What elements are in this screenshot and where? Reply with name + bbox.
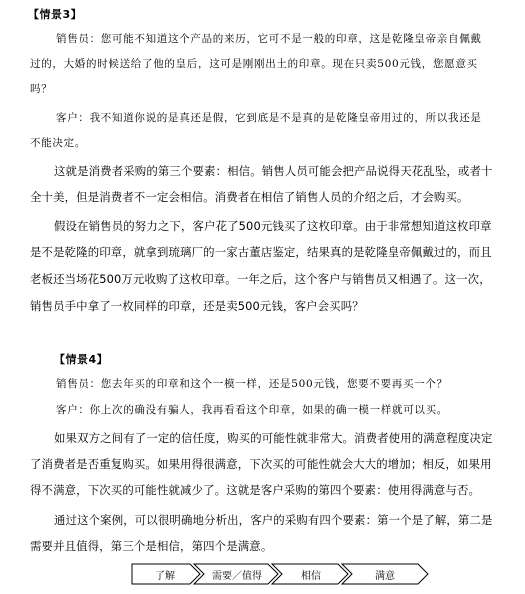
scenario3-heading: 【情景3】 [28,8,83,21]
body-paragraph-line: 是不是乾隆的印章，就拿到琉璃厂的一家古董店鉴定，结果真的是乾隆皇帝佩戴过的，而且 [30,245,492,259]
body-paragraph-line: 这就是消费者采购的第三个要素：相信。销售人员可能会把产品说得天花乱坠，或者十 [54,164,493,178]
scenario3-salesperson-line: 吗？ [30,83,53,95]
flow-step-understand: 了解 [155,571,175,582]
body-paragraph-line: 通过这个案例，可以很明确地分析出，客户的采购有四个要素：第一个是了解，第二是 [54,513,493,527]
scenario3-customer-line: 不能决定。 [30,137,86,149]
flow-step-trust: 相信 [301,571,321,582]
purchase-elements-flow [132,563,432,585]
body-paragraph-line: 需要并且值得，第三个是相信，第四个是满意。 [30,539,273,553]
body-paragraph-line: 全十美，但是消费者不一定会相信。消费者在相信了销售人员的介绍之后，才会购买。 [30,190,469,204]
body-paragraph-line: 假设在销售员的努力之下，客户花了500元钱买了这枚印章。由于非常想知道这枚印章 [54,219,492,233]
body-paragraph-line: 如果双方之间有了一定的信任度，购买的可能性就非常大。消费者使用的满意程度决定 [54,431,493,445]
flow-step-satisfaction: 满意 [375,571,395,582]
scenario3-salesperson-line: 销售员：您可能不知道这个产品的来历，它可不是一般的印章，这是乾隆皇帝亲自佩戴 [56,33,482,45]
flow-step-need-worth: 需要／值得 [212,571,262,582]
body-paragraph-line: 了消费者是否重复购买。如果用得很满意，下次买的可能性就会大大的增加；相反，如果用 [30,457,492,471]
scenario4-salesperson-line: 销售员：您去年买的印章和这个一模一样，还是500元钱，您要不要再买一个？ [56,378,448,390]
body-paragraph-line: 销售员手中拿了一枚同样的印章，还是卖500元钱，客户会买吗？ [30,299,364,313]
scenario3-customer-line: 客户：我不知道你说的是真还是假，它到底是不是真的是乾隆皇帝用过的，所以我还是 [56,112,482,124]
body-paragraph-line: 得不满意，下次买的可能性就减少了。这就是客户采购的第四个要素：使用得满意与否。 [30,483,481,497]
body-paragraph-line: 老板还当场花500万元收购了这枚印章。一年之后，这个客户与销售员又相遇了。这一次， [30,272,491,286]
scenario4-heading: 【情景4】 [54,353,109,366]
scenario4-customer-line: 客户：你上次的确没有骗人，我再看看这个印章，如果的确一模一样就可以买。 [56,404,448,416]
scenario3-salesperson-line: 过的，大婚的时候送给了他的皇后，这可是刚刚出土的印章。现在只卖500元钱，您愿意买 [30,58,478,70]
